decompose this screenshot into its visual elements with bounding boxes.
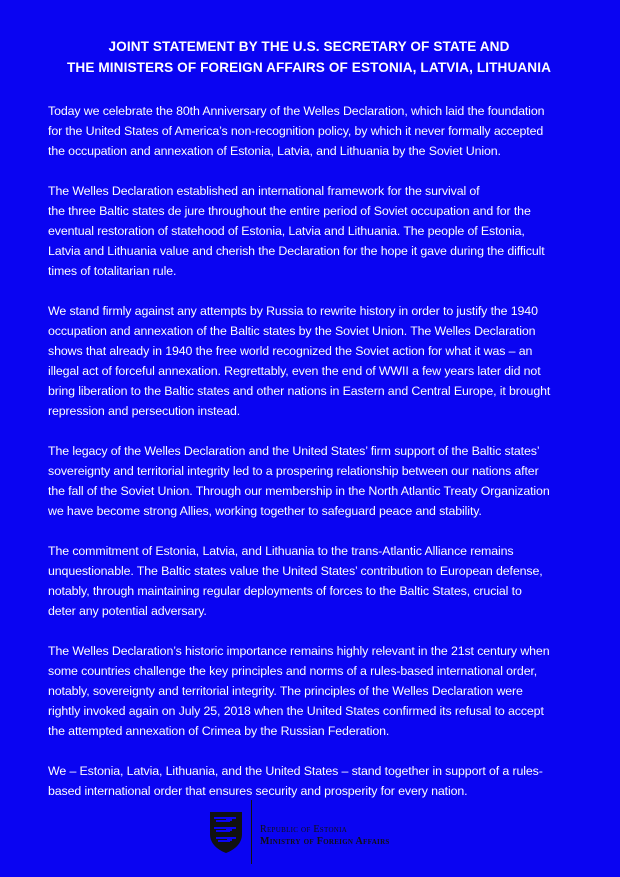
paragraph-3: We stand firmly against any attempts by Russia to rewrite history in order to justify the 1940 occupation and annexation of the Baltic states by the Soviet Union. The Welles Declaration shows that already in 1940 the free world recognized the Soviet action for what it was – an illegal act of forceful annexation. Regrettably, even the end of WWII a few years later did not bring liberation to the Baltic states and other nations in Eastern and Central Europe, it brought repression and persecution instead. <box>48 304 551 418</box>
ministry-name <box>260 824 390 848</box>
ministry-logo <box>208 800 428 860</box>
paragraph-5: The commitment of Estonia, Latvia, and Lithuania to the trans-Atlantic Alliance remains unquestionable. The Baltic states value the United States’ contribution to European defense, notably, through maintaining regular deployments of forces to the Baltic States, crucial to deter any potential adversary. <box>48 544 543 618</box>
paragraph-6: The Welles Declaration’s historic importance remains highly relevant in the 21st century when some countries challenge the key principles and norms of a rules-based international order, notably, sovereignty and territorial integrity. The principles of the Welles Declaration were rightly invoked again on July 25, 2018 when the United States confirmed its refusal to accept the attempted annexation of Crimea by the Russian Federation. <box>48 644 550 738</box>
paragraph-2: The Welles Declaration established an international framework for the survival of the three Baltic states de jure throughout the entire period of Soviet occupation and for the eventual restoration of statehood of Estonia, Latvia and Lithuania. The people of Estonia, Latvia and Lithuania value and cherish the Declaration for the hope it gave during the difficult times of totalitarian rule. <box>48 184 545 278</box>
coat-of-arms-icon <box>208 810 244 854</box>
title-line-1: JOINT STATEMENT BY THE U.S. SECRETARY OF STATE AND <box>108 39 510 54</box>
paragraph-1: Today we celebrate the 80th Anniversary of the Welles Declaration, which laid the foundation for the United States of America’s non-recognition policy, by which it never formally accepted the occupation and annexation of Estonia, Latvia, and Lithuania by the Soviet Union. <box>48 104 545 158</box>
title-line-2: THE MINISTERS OF FOREIGN AFFAIRS OF ESTONIA, LATVIA, LITHUANIA <box>67 60 551 75</box>
org-line-1: Republic of Estonia <box>260 824 348 835</box>
statement-title <box>48 36 570 78</box>
logo-divider <box>251 800 252 864</box>
org-line-2: Ministry of Foreign Affairs <box>260 836 390 847</box>
paragraph-7: We – Estonia, Latvia, Lithuania, and the United States – stand together in support of a rules- based international order that ensures security and prosperity for every nation. <box>48 764 543 798</box>
paragraph-4: The legacy of the Welles Declaration and the United States’ firm support of the Baltic states’ sovereignty and territorial integrity led to a prospering relationship between our nations after the fall of the Soviet Union. Through our membership in the North Atlantic Treaty Organization we have become strong Allies, working together to safeguard peace and stability. <box>48 444 550 518</box>
